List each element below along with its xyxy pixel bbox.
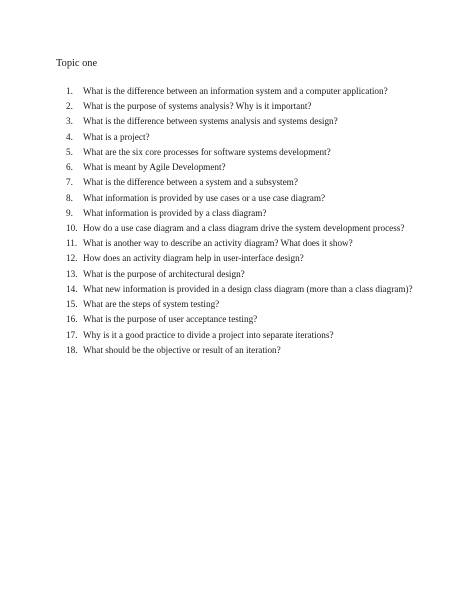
question-number: 4. bbox=[66, 131, 73, 142]
question-item bbox=[66, 299, 413, 314]
question-text: What is a project? bbox=[83, 131, 150, 142]
question-item bbox=[66, 314, 413, 329]
question-text: How do a use case diagram and a class diagram drive the system development process? bbox=[83, 222, 405, 233]
question-number: 6. bbox=[66, 162, 73, 173]
question-number: 7. bbox=[66, 177, 73, 188]
question-number: 13. bbox=[66, 268, 78, 279]
question-list bbox=[66, 86, 413, 360]
question-text: What is meant by Agile Development? bbox=[83, 162, 226, 173]
question-text: What are the steps of system testing? bbox=[83, 299, 220, 310]
question-number: 14. bbox=[66, 283, 78, 294]
question-text: What information is provided by a class diagram? bbox=[83, 207, 267, 218]
question-text: What is the purpose of systems analysis? Why is it important? bbox=[83, 101, 312, 112]
question-text: What new information is provided in a design class diagram (more than a class diagram)? bbox=[83, 283, 413, 294]
question-number: 15. bbox=[66, 299, 78, 310]
question-number: 2. bbox=[66, 101, 73, 112]
topic-heading: Topic one bbox=[56, 58, 98, 69]
question-item bbox=[66, 162, 413, 177]
question-number: 17. bbox=[66, 329, 78, 340]
question-number: 11. bbox=[66, 238, 78, 249]
question-item bbox=[66, 253, 413, 268]
question-number: 8. bbox=[66, 192, 73, 203]
question-text: Why is it a good practice to divide a project into separate iterations? bbox=[83, 329, 334, 340]
question-item bbox=[66, 116, 413, 131]
question-item bbox=[66, 208, 413, 223]
question-item bbox=[66, 147, 413, 162]
question-item bbox=[66, 193, 413, 208]
question-item bbox=[66, 132, 413, 147]
question-item bbox=[66, 86, 413, 101]
question-text: What is the difference between an information system and a computer application? bbox=[83, 86, 388, 96]
question-item bbox=[66, 345, 413, 360]
question-text: What are the six core processes for software systems development? bbox=[83, 146, 331, 157]
question-text: What is the difference between a system and a subsystem? bbox=[83, 177, 298, 188]
question-item bbox=[66, 223, 413, 238]
question-number: 18. bbox=[66, 344, 78, 355]
question-item bbox=[66, 330, 413, 345]
question-number: 12. bbox=[66, 253, 78, 264]
question-text: What is the purpose of user acceptance testing? bbox=[83, 314, 258, 325]
question-text: What should be the objective or result of an iteration? bbox=[83, 344, 281, 355]
question-item bbox=[66, 284, 413, 299]
question-number: 9. bbox=[66, 207, 73, 218]
question-number: 16. bbox=[66, 314, 78, 325]
question-text: What information is provided by use cases or a use case diagram? bbox=[83, 192, 326, 203]
question-text: What is the purpose of architectural design? bbox=[83, 268, 245, 279]
question-text: What is another way to describe an activity diagram? What does it show? bbox=[83, 238, 353, 249]
question-item bbox=[66, 101, 413, 116]
question-item bbox=[66, 177, 413, 192]
question-text: How does an activity diagram help in user-interface design? bbox=[83, 253, 304, 264]
question-number: 5. bbox=[66, 146, 73, 157]
question-number: 1. bbox=[66, 86, 73, 96]
question-number: 10. bbox=[66, 222, 78, 233]
question-number: 3. bbox=[66, 116, 73, 127]
question-text: What is the difference between systems analysis and systems design? bbox=[83, 116, 338, 127]
question-item bbox=[66, 269, 413, 284]
question-item bbox=[66, 238, 413, 253]
